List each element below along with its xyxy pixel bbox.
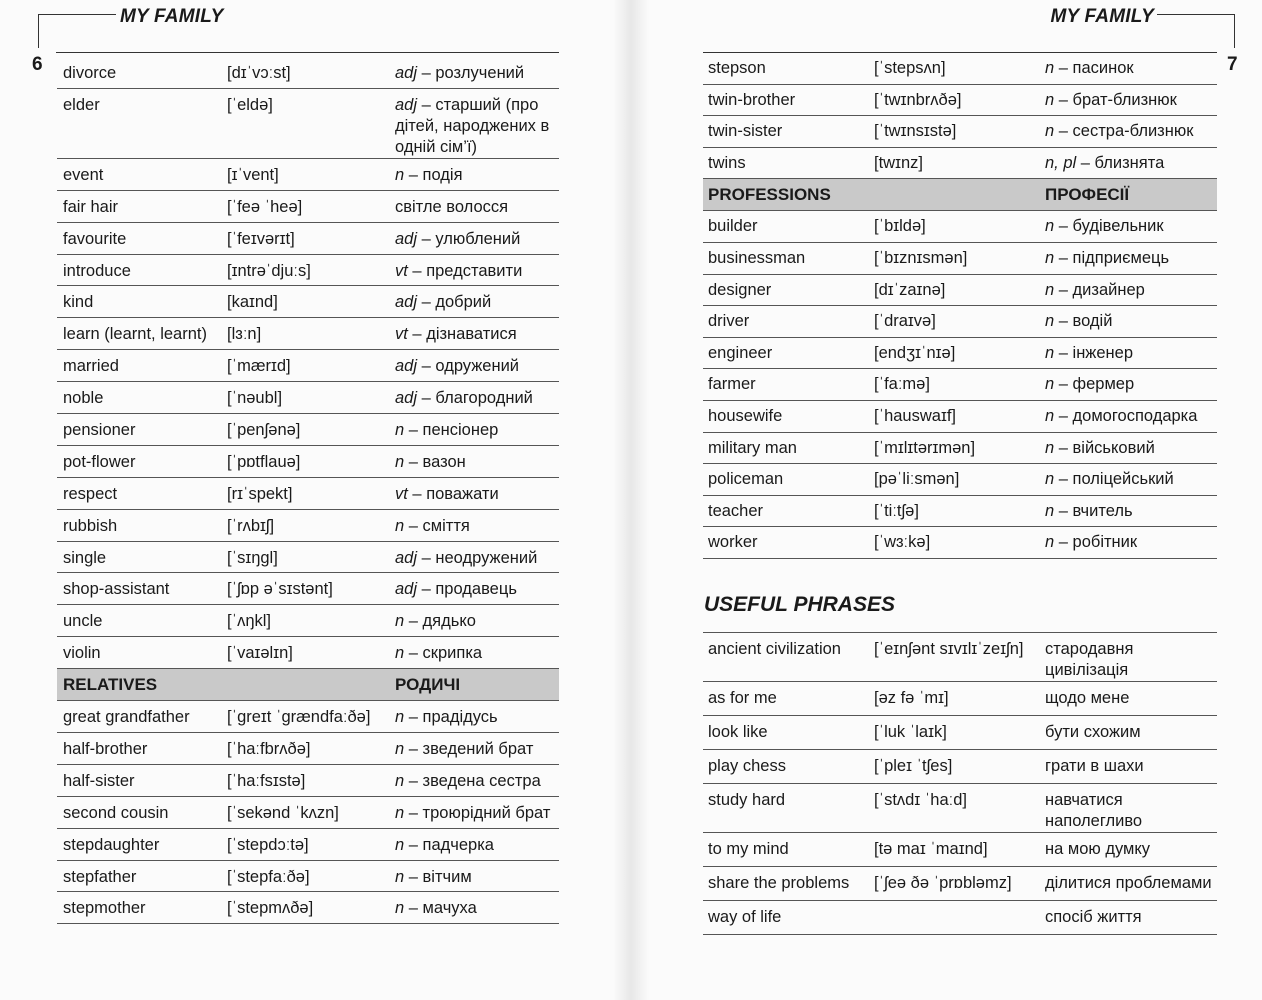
entry-part-of-speech: n — [1045, 501, 1055, 520]
entry-transcription: [ˈstepmʌðə] — [227, 899, 314, 918]
entry-translation: – вітчим — [404, 867, 472, 886]
entry-word: stepmother — [63, 899, 146, 918]
section-header-relatives — [57, 669, 559, 701]
entry-part-of-speech: n — [1045, 280, 1055, 299]
vocabulary-table — [703, 53, 1217, 559]
entry-word: businessman — [708, 248, 806, 267]
entry-translation: – розлучений — [417, 64, 525, 82]
entry-word: noble — [63, 389, 104, 408]
entry-part-of-speech: adj — [395, 389, 418, 408]
vocabulary-row — [57, 159, 559, 191]
vocabulary-row — [57, 255, 559, 287]
vocabulary-row — [57, 861, 559, 893]
vocabulary-row — [57, 892, 559, 924]
entry-word: rubbish — [63, 516, 118, 535]
section-entries — [703, 211, 1217, 559]
entry-definition — [1045, 501, 1217, 522]
entry-word: engineer — [708, 343, 773, 362]
phrase-transcription: [ˈpleɪ ˈtʃes] — [874, 757, 953, 775]
entry-transcription: [ˈnəubl] — [227, 389, 283, 408]
entry-part-of-speech: n — [395, 708, 405, 727]
entry-part-of-speech: n, pl — [1045, 153, 1077, 172]
entry-definition — [1045, 216, 1217, 237]
vocabulary-row — [57, 797, 559, 829]
entry-transcription: [ˈfaːmə] — [874, 375, 930, 394]
entry-definition — [395, 643, 559, 664]
entry-transcription: [ˈstepsʌn] — [874, 59, 946, 77]
entry-word: respect — [63, 484, 118, 503]
entry-transcription: [ˈhaːfsɪstə] — [227, 771, 306, 790]
entry-translation: – подія — [404, 165, 463, 184]
entry-transcription: [ˈtwɪnbrʌðə] — [874, 90, 962, 109]
entry-definition — [1045, 343, 1217, 364]
entry-transcription: [ˈʃɒp əˈsɪstənt] — [227, 580, 333, 599]
entry-word: military man — [708, 438, 797, 457]
entry-part-of-speech: n — [1045, 343, 1055, 362]
vocabulary-table — [57, 57, 559, 924]
phrase-row — [703, 716, 1217, 750]
vocabulary-row — [703, 306, 1217, 338]
section-entries — [57, 701, 559, 924]
entry-definition — [1045, 374, 1217, 395]
phrase-row — [703, 833, 1217, 867]
entry-word: driver — [708, 312, 750, 331]
entry-definition — [395, 898, 559, 919]
entry-definition — [395, 63, 559, 84]
entry-word: pot-flower — [63, 452, 136, 471]
entry-word: fair hair — [63, 197, 119, 216]
vocabulary-row — [57, 701, 559, 733]
vocabulary-row — [703, 496, 1217, 528]
entry-transcription: [ˈbɪznɪsmən] — [874, 248, 968, 267]
entry-part-of-speech: n — [1045, 217, 1055, 236]
entry-definition — [1045, 58, 1217, 79]
entry-transcription: [ˈtiːtʃə] — [874, 501, 919, 520]
entry-translation: – робітник — [1054, 533, 1138, 552]
entry-word: second cousin — [63, 803, 169, 822]
table-top-rule — [56, 52, 559, 53]
section-title-en: PROFESSIONS — [708, 184, 831, 204]
entry-transcription: [twɪnz] — [874, 153, 923, 172]
entry-part-of-speech: n — [395, 740, 405, 759]
entry-definition — [1045, 532, 1217, 553]
entry-transcription: [ˈgreɪt ˈgrændfaːðə] — [227, 708, 371, 727]
entry-translation: – дізнаватися — [407, 325, 517, 344]
entry-definition — [395, 165, 559, 186]
entry-part-of-speech: n — [395, 867, 405, 886]
entry-part-of-speech: n — [1045, 312, 1055, 331]
phrase-translation: грати в шахи — [1045, 757, 1144, 775]
phrase-row — [703, 901, 1217, 935]
right-page — [631, 0, 1262, 1000]
entry-part-of-speech: n — [395, 644, 405, 663]
entry-part-of-speech: adj — [395, 293, 418, 312]
vocabulary-row — [57, 573, 559, 605]
vocabulary-row — [57, 89, 559, 159]
entry-definition — [395, 324, 559, 345]
entry-definition — [1045, 90, 1217, 111]
gutter-shadow — [631, 0, 649, 1000]
phrase-row — [703, 633, 1217, 682]
entry-translation: – одружений — [417, 357, 520, 376]
entry-part-of-speech: n — [1045, 533, 1055, 552]
entry-definition — [395, 261, 559, 282]
entry-translation: – улюблений — [417, 229, 521, 248]
entry-word: violin — [63, 644, 101, 663]
entry-translation: – старший (про дітей, народжених в одній сім’ї) — [395, 95, 550, 156]
entry-part-of-speech: n — [395, 899, 405, 918]
vocabulary-row — [57, 414, 559, 446]
entry-transcription: [endʒɪˈnɪə] — [874, 343, 956, 362]
entry-definition — [395, 452, 559, 473]
vocabulary-row — [703, 211, 1217, 243]
entry-word: twin-brother — [708, 90, 796, 109]
phrase-text: ancient civilization — [708, 640, 841, 658]
entry-word: worker — [708, 533, 758, 552]
vocabulary-row — [57, 350, 559, 382]
vocabulary-row — [57, 637, 559, 669]
entry-word: policeman — [708, 470, 784, 489]
vocabulary-row — [703, 116, 1217, 148]
vocabulary-row — [57, 829, 559, 861]
header-rule-tick — [38, 14, 39, 48]
phrase-transcription: [ˈstʌdɪ ˈhaːd] — [874, 791, 967, 809]
vocabulary-row — [703, 148, 1217, 180]
entry-definition — [395, 388, 559, 409]
entry-word: housewife — [708, 406, 783, 425]
section-title-uk: ПРОФЕСІЇ — [1045, 184, 1130, 204]
entry-part-of-speech: n — [395, 516, 405, 535]
entry-word: married — [63, 357, 119, 376]
entry-definition — [1045, 406, 1217, 427]
vocabulary-row — [57, 446, 559, 478]
entry-part-of-speech: n — [395, 835, 405, 854]
entry-word: stepson — [708, 59, 766, 77]
entry-definition — [395, 356, 559, 377]
entry-transcription: [ˈhaːfbrʌðə] — [227, 740, 311, 759]
entry-transcription: [dɪˈzaɪnə] — [874, 280, 946, 299]
entry-word: kind — [63, 293, 94, 312]
vocabulary-row — [57, 223, 559, 255]
vocabulary-row — [703, 243, 1217, 275]
entry-translation: – вчитель — [1054, 501, 1133, 520]
entry-transcription: [ˈhauswaɪf] — [874, 406, 956, 425]
vocabulary-row — [57, 542, 559, 574]
entry-translation: – фермер — [1054, 375, 1135, 394]
entry-part-of-speech: n — [395, 612, 405, 631]
entry-part-of-speech: n — [1045, 406, 1055, 425]
entry-definition — [1045, 469, 1217, 490]
entry-part-of-speech: n — [1045, 122, 1055, 141]
phrase-row — [703, 867, 1217, 901]
entry-word: designer — [708, 280, 772, 299]
entry-part-of-speech: adj — [395, 580, 418, 599]
entry-translation: – дизайнер — [1054, 280, 1145, 299]
phrase-text: as for me — [708, 689, 777, 707]
entry-definition — [395, 579, 559, 600]
entry-word: favourite — [63, 229, 127, 248]
entry-part-of-speech: adj — [395, 357, 418, 376]
entry-part-of-speech: n — [1045, 438, 1055, 457]
entry-definition — [395, 95, 559, 158]
entry-transcription: [ˈbɪldə] — [874, 217, 926, 236]
entry-translation: – військовий — [1054, 438, 1155, 457]
entry-transcription: [ˈsɪŋgl] — [227, 548, 278, 567]
vocabulary-row — [57, 382, 559, 414]
entry-word: elder — [63, 95, 100, 114]
entry-transcription: [kaɪnd] — [227, 293, 278, 312]
entry-transcription: [lɜːn] — [227, 325, 262, 344]
entry-definition — [1045, 153, 1217, 174]
entry-definition — [1045, 121, 1217, 142]
section-title-uk: РОДИЧІ — [395, 674, 461, 694]
entry-definition — [1045, 280, 1217, 301]
phrase-transcription: [ˈluk ˈlaɪk] — [874, 723, 947, 741]
entry-transcription: [ˈfeə ˈheə] — [227, 197, 303, 216]
entry-translation: – неодружений — [417, 548, 538, 567]
entry-part-of-speech: n — [1045, 375, 1055, 394]
vocabulary-row — [57, 478, 559, 510]
entry-part-of-speech: n — [1045, 90, 1055, 109]
entry-transcription: [ɪˈvent] — [227, 165, 279, 184]
entry-word: pensioner — [63, 421, 136, 440]
phrase-text: to my mind — [708, 840, 789, 858]
entry-translation: – пасинок — [1054, 59, 1134, 77]
phrase-text: play chess — [708, 757, 786, 775]
entry-word: half-sister — [63, 771, 135, 790]
entry-definition — [395, 803, 559, 824]
entry-translation: світле волосся — [395, 197, 509, 216]
phrase-translation: стародавня цивілізація — [1045, 640, 1134, 679]
entry-translation: – інженер — [1054, 343, 1133, 362]
entry-word: stepfather — [63, 867, 137, 886]
entry-word: introduce — [63, 261, 131, 280]
entry-transcription: [ˈfeɪvərɪt] — [227, 229, 295, 248]
entry-translation: – сміття — [404, 516, 470, 535]
phrase-transcription: [ˈʃeə ðə ˈprɒbləmz] — [874, 874, 1012, 892]
entry-part-of-speech: vt — [395, 261, 408, 280]
entry-transcription: [ˈʌŋkl] — [227, 612, 272, 631]
entry-part-of-speech: n — [395, 165, 405, 184]
entry-definition — [395, 548, 559, 569]
running-head: MY FAMILY — [1050, 6, 1154, 27]
entry-translation: – вазон — [404, 452, 466, 471]
page-number: 6 — [32, 54, 43, 75]
entry-translation: – близнята — [1076, 153, 1165, 172]
entry-translation: – дядько — [404, 612, 476, 631]
entry-word: teacher — [708, 501, 764, 520]
entry-definition — [1045, 438, 1217, 459]
entry-definition — [395, 835, 559, 856]
entry-word: stepdaughter — [63, 835, 160, 854]
phrase-translation: бути схожим — [1045, 723, 1141, 741]
entry-word: great grandfather — [63, 708, 190, 727]
phrase-text: way of life — [708, 908, 782, 926]
entry-definition — [395, 707, 559, 728]
entry-definition — [395, 611, 559, 632]
header-rule — [1157, 14, 1235, 15]
entry-translation: – прадідусь — [404, 708, 498, 727]
header-rule — [38, 14, 116, 15]
entry-word: divorce — [63, 64, 117, 82]
entry-transcription: [ˈvaɪəlɪn] — [227, 644, 293, 663]
entry-word: twins — [708, 153, 746, 172]
entry-word: learn (learnt, learnt) — [63, 325, 207, 344]
entry-definition — [395, 739, 559, 760]
phrase-transcription: [tə maɪ ˈmaɪnd] — [874, 840, 988, 858]
entry-part-of-speech: n — [1045, 248, 1055, 267]
entry-part-of-speech: adj — [395, 229, 418, 248]
entry-translation: – представити — [407, 261, 523, 280]
entry-definition — [395, 516, 559, 537]
entry-transcription: [ˈeldə] — [227, 95, 273, 114]
vocabulary-row — [703, 464, 1217, 496]
entry-part-of-speech: n — [395, 771, 405, 790]
vocabulary-row — [703, 527, 1217, 559]
vocabulary-row — [57, 510, 559, 542]
entry-translation: – мачуха — [404, 899, 477, 918]
entry-word: single — [63, 548, 107, 567]
entry-translation: – продавець — [417, 580, 517, 599]
vocabulary-row — [57, 318, 559, 350]
phrase-translation: спосіб життя — [1045, 908, 1142, 926]
phrase-transcription: [əz fə ˈmɪ] — [874, 689, 949, 707]
entry-definition — [1045, 248, 1217, 269]
phrase-row — [703, 784, 1217, 833]
phrase-translation: навчатися наполегливо — [1045, 791, 1143, 830]
phrase-text: study hard — [708, 791, 786, 809]
entry-translation: – зведений брат — [404, 740, 534, 759]
header-rule-tick — [1234, 14, 1235, 48]
entry-translation: – добрий — [417, 293, 492, 312]
vocabulary-entries — [703, 53, 1217, 179]
entry-transcription: [ˈstepfaːðə] — [227, 867, 310, 886]
entry-translation: – зведена сестра — [404, 771, 541, 790]
entry-definition — [395, 484, 559, 505]
phrase-transcription: [ˈeɪnʃənt sɪvɪlɪˈzeɪʃn] — [874, 640, 1024, 658]
entry-transcription: [ˈmærɪd] — [227, 357, 291, 376]
entry-definition — [395, 867, 559, 888]
entry-word: builder — [708, 217, 758, 236]
entry-translation: – брат-близнюк — [1054, 90, 1177, 109]
entry-transcription: [ˈtwɪnsɪstə] — [874, 122, 957, 141]
entry-part-of-speech: n — [395, 452, 405, 471]
entry-translation: – пенсіонер — [404, 421, 499, 440]
entry-definition — [395, 292, 559, 313]
phrase-text: look like — [708, 723, 768, 741]
entry-translation: – поліцейський — [1054, 470, 1174, 489]
entry-transcription: [ˈmɪlɪtərɪmən] — [874, 438, 976, 457]
entry-word: half-brother — [63, 740, 148, 759]
entry-transcription: [dɪˈvɔːst] — [227, 64, 291, 82]
entry-translation: – домогосподарка — [1054, 406, 1198, 425]
entry-part-of-speech: n — [1045, 470, 1055, 489]
running-head: MY FAMILY — [120, 6, 224, 27]
entry-word: farmer — [708, 375, 756, 394]
vocabulary-row — [57, 765, 559, 797]
entry-definition — [395, 229, 559, 250]
entry-transcription: [ˈwɜːkə] — [874, 533, 931, 552]
phrases-table — [703, 632, 1217, 935]
entry-part-of-speech: adj — [395, 548, 418, 567]
entry-word: event — [63, 165, 104, 184]
entry-part-of-speech: n — [1045, 59, 1055, 77]
entry-transcription: [ˈpenʃənə] — [227, 421, 301, 440]
vocabulary-row — [703, 275, 1217, 307]
entry-word: twin-sister — [708, 122, 783, 141]
vocabulary-row — [703, 369, 1217, 401]
entry-part-of-speech: vt — [395, 484, 408, 503]
entry-part-of-speech: n — [395, 421, 405, 440]
phrase-row — [703, 750, 1217, 784]
gutter-shadow — [613, 0, 631, 1000]
vocabulary-row — [57, 286, 559, 318]
entry-word: shop-assistant — [63, 580, 170, 599]
entry-translation: – водій — [1054, 312, 1113, 331]
phrases-title: USEFUL PHRASES — [704, 593, 895, 616]
entry-transcription: [rɪˈspekt] — [227, 484, 293, 503]
entry-transcription: [ˈpɒtflauə] — [227, 452, 301, 471]
phrase-text: share the problems — [708, 874, 850, 892]
entry-translation: – падчерка — [404, 835, 494, 854]
entry-translation: – троюрідний брат — [404, 803, 551, 822]
vocabulary-row — [703, 338, 1217, 370]
phrase-translation: ділитися проблемами — [1045, 874, 1212, 892]
entry-part-of-speech: vt — [395, 325, 408, 344]
entry-transcription: [ˈrʌbɪʃ] — [227, 516, 275, 535]
entry-translation: – сестра-близнюк — [1054, 122, 1194, 141]
entry-definition — [395, 420, 559, 441]
entry-transcription: [ˈdraɪvə] — [874, 312, 936, 331]
entry-translation: – будівельник — [1054, 217, 1164, 236]
entry-part-of-speech: n — [395, 803, 405, 822]
entry-translation: – поважати — [407, 484, 499, 503]
section-header-professions — [703, 179, 1217, 211]
vocabulary-row — [57, 605, 559, 637]
entry-word: uncle — [63, 612, 103, 631]
vocabulary-row — [703, 401, 1217, 433]
entry-translation: – скрипка — [404, 644, 483, 663]
entry-transcription: [ˈstepdɔːtə] — [227, 835, 309, 854]
entry-transcription: [ˈsekənd ˈkʌzn] — [227, 803, 339, 822]
entry-translation: – підприємець — [1054, 248, 1170, 267]
vocabulary-row — [57, 191, 559, 223]
entry-part-of-speech: adj — [395, 95, 418, 114]
phrase-translation: на мою думку — [1045, 840, 1151, 858]
entry-part-of-speech: adj — [395, 64, 418, 82]
entry-translation: – благородний — [417, 389, 533, 408]
entry-definition — [395, 771, 559, 792]
entry-definition — [395, 197, 559, 218]
vocabulary-row — [57, 57, 559, 89]
phrase-row — [703, 682, 1217, 716]
page-number: 7 — [1227, 54, 1238, 75]
vocabulary-entries — [57, 57, 559, 669]
vocabulary-row — [703, 85, 1217, 117]
entry-definition — [1045, 311, 1217, 332]
phrase-translation: щодо мене — [1045, 689, 1130, 707]
entry-transcription: [pəˈliːsmən] — [874, 470, 960, 489]
entry-transcription: [ɪntrəˈdjuːs] — [227, 261, 311, 280]
vocabulary-row — [703, 53, 1217, 85]
vocabulary-row — [57, 733, 559, 765]
section-title-en: RELATIVES — [63, 674, 158, 694]
vocabulary-row — [703, 433, 1217, 465]
